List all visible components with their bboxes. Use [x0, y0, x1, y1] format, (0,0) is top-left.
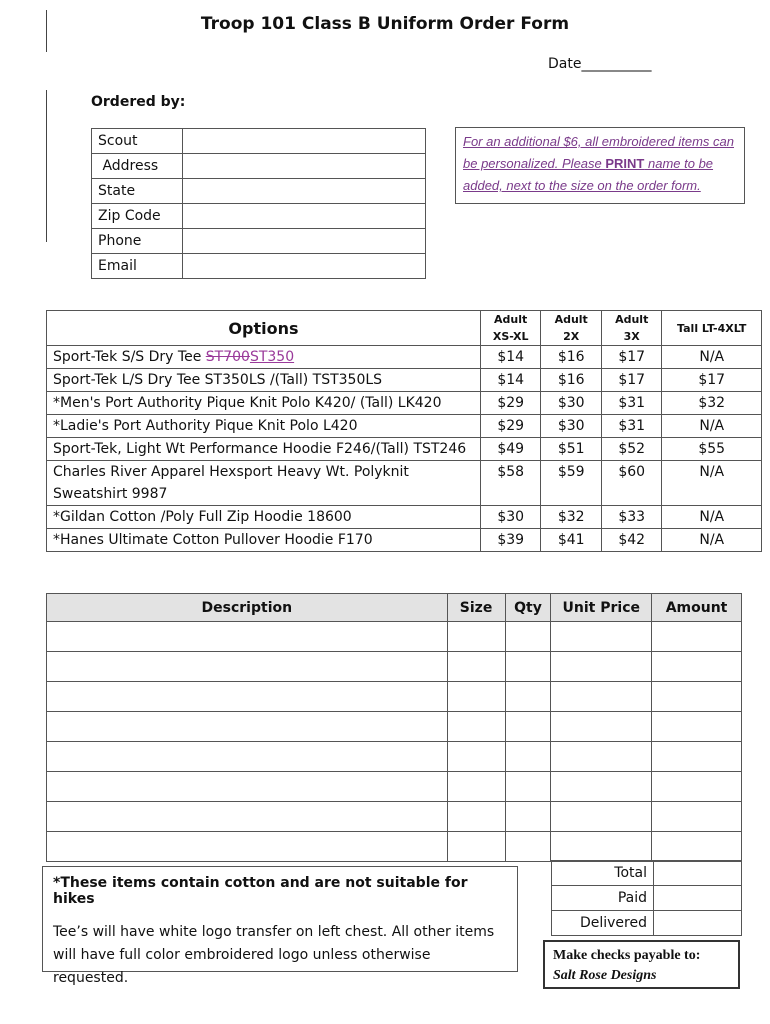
price: $51: [541, 438, 602, 461]
col-qty: Qty: [505, 594, 551, 622]
form-title: Troop 101 Class B Uniform Order Form: [200, 14, 570, 34]
price: $17: [601, 369, 662, 392]
option-name: Sport-Tek, Light Wt Performance Hoodie F246/(Tall) TST246: [47, 438, 481, 461]
order-row[interactable]: [47, 652, 742, 682]
delivered-label: Delivered: [552, 911, 654, 936]
zip-input[interactable]: [183, 204, 426, 229]
price: $30: [541, 415, 602, 438]
option-name: *Ladie's Port Authority Pique Knit Polo L420: [47, 415, 481, 438]
price: $52: [601, 438, 662, 461]
order-row[interactable]: [47, 622, 742, 652]
struck-item-code: ST700: [205, 349, 250, 365]
price: $17: [601, 346, 662, 369]
price: $49: [480, 438, 541, 461]
size-header-tall: Tall LT-4XLT: [662, 311, 762, 346]
logo-note: Tee’s will have white logo transfer on left chest. All other items will have full color embroidered logo unless otherwise requested.: [53, 924, 495, 986]
price: $42: [601, 529, 662, 552]
col-unit-price: Unit Price: [551, 594, 652, 622]
order-row[interactable]: [47, 832, 742, 862]
scout-input[interactable]: [183, 129, 426, 154]
option-name: [47, 346, 481, 369]
field-label-zip: Zip Code: [92, 204, 183, 229]
col-amount: Amount: [652, 594, 742, 622]
footnote-box: [42, 866, 518, 986]
email-input[interactable]: [183, 254, 426, 279]
option-row: [47, 346, 762, 369]
inserted-item-code: ST350: [249, 349, 295, 365]
price: N/A: [662, 506, 762, 529]
col-description: Description: [47, 594, 448, 622]
price: $41: [541, 529, 602, 552]
price: $14: [480, 346, 541, 369]
price: $60: [601, 461, 662, 506]
price: N/A: [662, 461, 762, 506]
totals-table: [551, 860, 742, 936]
total-label: Total: [552, 861, 654, 886]
ordered-by-table: [91, 128, 426, 279]
ordered-by-heading: Ordered by:: [91, 94, 186, 110]
option-name: *Gildan Cotton /Poly Full Zip Hoodie 18600: [47, 506, 481, 529]
paid-label: Paid: [552, 886, 654, 911]
option-row: [47, 438, 762, 461]
total-value[interactable]: [654, 861, 742, 886]
price: $32: [541, 506, 602, 529]
price: $31: [601, 415, 662, 438]
payment-box: [543, 940, 740, 989]
options-price-table: [46, 310, 762, 552]
price: $17: [662, 369, 762, 392]
order-row[interactable]: [47, 712, 742, 742]
paid-value[interactable]: [654, 886, 742, 911]
options-header: Options: [47, 311, 481, 346]
order-row[interactable]: [47, 682, 742, 712]
note-print: PRINT: [605, 156, 645, 171]
option-row: [47, 529, 762, 552]
option-row: [47, 461, 762, 506]
field-label-address: Address: [92, 154, 183, 179]
price: $14: [480, 369, 541, 392]
checks-label: Make checks payable to:: [553, 948, 701, 963]
size-header-2x: Adult 2X: [541, 311, 602, 346]
price: $29: [480, 415, 541, 438]
option-name: Sport-Tek L/S Dry Tee ST350LS /(Tall) TST350LS: [47, 369, 481, 392]
price: $31: [601, 392, 662, 415]
field-label-email: Email: [92, 254, 183, 279]
price: $29: [480, 392, 541, 415]
option-name-text: Sport-Tek S/S Dry Tee: [53, 349, 206, 365]
option-name: *Men's Port Authority Pique Knit Polo K420/ (Tall) LK420: [47, 392, 481, 415]
field-label-scout: Scout: [92, 129, 183, 154]
state-input[interactable]: [183, 179, 426, 204]
note-text: For an additional $6, all embroidered items can be personalized. Please: [463, 134, 734, 171]
price: $58: [480, 461, 541, 506]
price: $39: [480, 529, 541, 552]
option-row: [47, 369, 762, 392]
option-row: [47, 506, 762, 529]
col-size: Size: [447, 594, 505, 622]
size-header-xs-xl: Adult XS-XL: [480, 311, 541, 346]
business-name: Salt Rose Designs: [553, 968, 657, 983]
order-row[interactable]: [47, 742, 742, 772]
order-row[interactable]: [47, 802, 742, 832]
price: N/A: [662, 529, 762, 552]
note-text-end: name to be added, next to the size on the order form.: [463, 156, 714, 193]
personalization-note: [455, 127, 745, 204]
margin-bar: [46, 90, 47, 242]
option-name: Charles River Apparel Hexsport Heavy Wt. Polyknit Sweatshirt 9987: [47, 461, 481, 506]
size-header-3x: Adult 3X: [601, 311, 662, 346]
price: $59: [541, 461, 602, 506]
price: $16: [541, 346, 602, 369]
date-field[interactable]: Date__________: [548, 56, 652, 72]
field-label-state: State: [92, 179, 183, 204]
price: $32: [662, 392, 762, 415]
price: N/A: [662, 415, 762, 438]
option-name: *Hanes Ultimate Cotton Pullover Hoodie F170: [47, 529, 481, 552]
hikes-note: *These items contain cotton and are not suitable for hikes: [53, 875, 468, 907]
price: N/A: [662, 346, 762, 369]
phone-input[interactable]: [183, 229, 426, 254]
hikes-note-text: These items contain cotton and are not suitable for hikes: [53, 875, 468, 907]
address-input[interactable]: [183, 154, 426, 179]
price: $55: [662, 438, 762, 461]
order-row[interactable]: [47, 772, 742, 802]
price: $33: [601, 506, 662, 529]
price: $30: [480, 506, 541, 529]
option-row: [47, 392, 762, 415]
option-row: [47, 415, 762, 438]
field-label-phone: Phone: [92, 229, 183, 254]
price: $30: [541, 392, 602, 415]
price: $16: [541, 369, 602, 392]
order-table: [46, 593, 742, 862]
delivered-value[interactable]: [654, 911, 742, 936]
